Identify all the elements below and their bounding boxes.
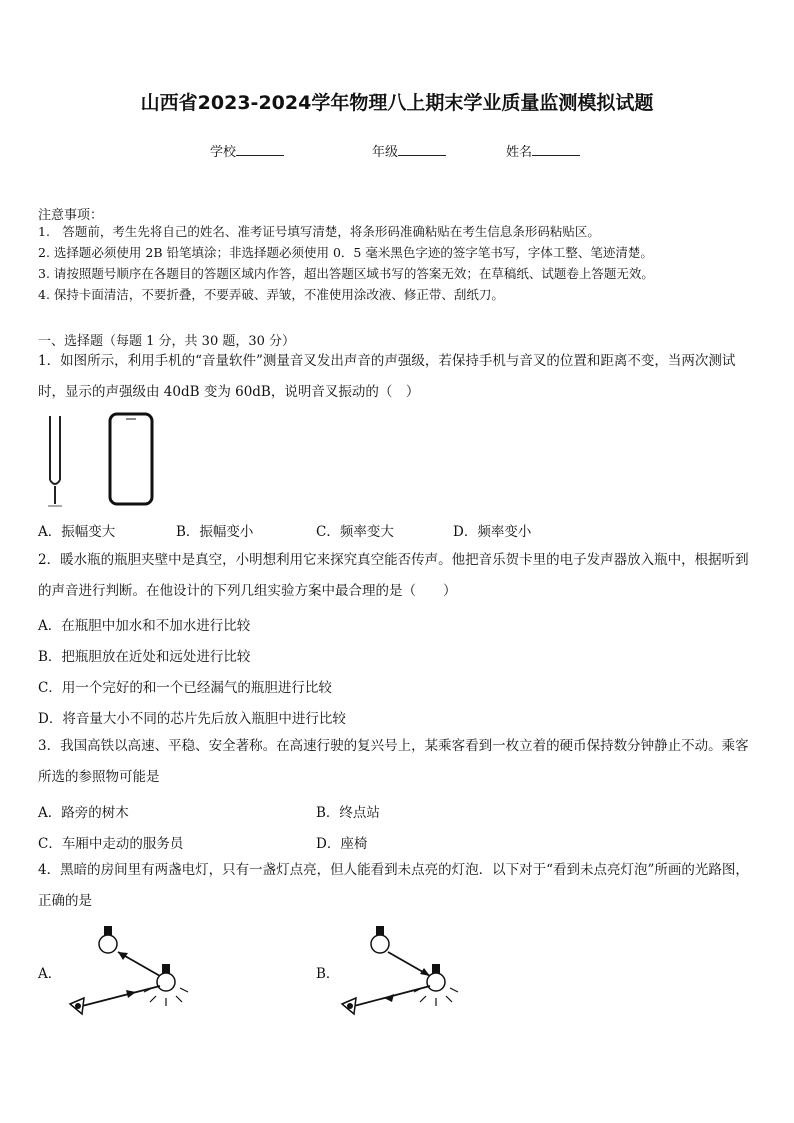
light-ray-arrows <box>82 952 160 1006</box>
q1-option-c: C．频率变大 <box>316 524 394 540</box>
q3-option-a: A．路旁的树木 <box>38 805 129 821</box>
name-field <box>506 141 580 160</box>
grade-field <box>372 141 446 160</box>
school-label: 学校 <box>210 145 237 160</box>
question-1-stem: 1．如图所示，利用手机的“音量软件”测量音叉发出声音的声强级，若保持手机与音叉的位置和距离不变，当两次测试时，显示的声强级由 40dB 变为 60dB，说明音叉振动的（ ） <box>38 353 736 400</box>
school-blank <box>236 143 284 156</box>
school-field <box>210 141 284 160</box>
tuning-fork-icon <box>48 416 62 506</box>
notice-item-4: 4. 保持卡面清洁，不要折叠，不要弄破、弄皱，不准使用涂改液、修正带、刮纸刀。 <box>38 287 504 302</box>
q2-option-c: C．用一个完好的和一个已经漏气的瓶胆进行比较 <box>38 680 332 696</box>
tuning-fork-and-phone-figure <box>40 410 160 510</box>
q1-option-d: D．频率变小 <box>453 524 532 540</box>
unlit-bulb-icon <box>99 926 117 953</box>
q3-option-b: B．终点站 <box>316 805 380 821</box>
exam-title: 山西省2023-2024学年物理八上期末学业质量监测模拟试题 <box>140 92 654 114</box>
name-label: 姓名 <box>506 145 533 160</box>
question-2-stem: 2．暖水瓶的瓶胆夹壁中是真空，小明想利用它来探究真空能否传声。他把音乐贺卡里的电子发声器放入瓶中，根据听到的声音进行判断。在他设计的下列几组实验方案中最合理的是（ ） <box>38 552 749 599</box>
q3-option-d: D．座椅 <box>316 836 368 852</box>
notice-heading: 注意事项： <box>38 208 104 223</box>
notice-item-2: 2. 选择题必须使用 2B 铅笔填涂；非选择题必须使用 0．5 毫米黑色字迹的签字笔书写，字体工整、笔迹清楚。 <box>38 245 653 260</box>
question-3-stem: 3．我国高铁以高速、平稳、安全著称。在高速行驶的复兴号上，某乘客看到一枚立着的硬币保持数分钟静止不动。乘客所选的参照物可能是 <box>38 738 749 785</box>
name-blank <box>532 143 580 156</box>
q2-option-d: D．将音量大小不同的芯片先后放入瓶胆中进行比较 <box>38 711 346 727</box>
light-path-figure-b <box>334 922 474 1022</box>
phone-icon <box>110 414 152 504</box>
grade-blank <box>398 143 446 156</box>
q1-option-a: A．振幅变大 <box>38 524 116 540</box>
light-ray-arrows <box>354 952 430 1006</box>
question-4-stem: 4．黑暗的房间里有两盏电灯，只有一盏灯点亮，但人能看到未点亮的灯泡．以下对于“看到未点亮灯泡”所画的光路图，正确的是 <box>38 862 749 909</box>
q2-option-b: B．把瓶胆放在近处和远处进行比较 <box>38 649 251 665</box>
q4-option-a: A． <box>38 966 62 982</box>
section-heading: 一、选择题（每题 1 分，共 30 题，30 分） <box>38 334 296 349</box>
notice-item-3: 3. 请按照题号顺序在各题目的答题区域内作答，超出答题区域书写的答案无效；在草稿纸、试题卷上答题无效。 <box>38 266 654 281</box>
eye-icon <box>342 998 356 1014</box>
eye-icon <box>70 998 84 1014</box>
q4-option-b: B． <box>316 966 340 982</box>
notice-item-1: 1. 答题前，考生先将自己的姓名、准考证号填写清楚，将条形码准确粘贴在考生信息条形码粘贴区。 <box>38 224 600 239</box>
light-path-figure-a <box>60 922 200 1022</box>
q2-option-a: A．在瓶胆中加水和不加水进行比较 <box>38 618 251 634</box>
q3-option-c: C．车厢中走动的服务员 <box>38 836 184 852</box>
grade-label: 年级 <box>372 145 399 160</box>
q1-option-b: B．振幅变小 <box>176 524 254 540</box>
unlit-bulb-icon <box>371 926 389 953</box>
